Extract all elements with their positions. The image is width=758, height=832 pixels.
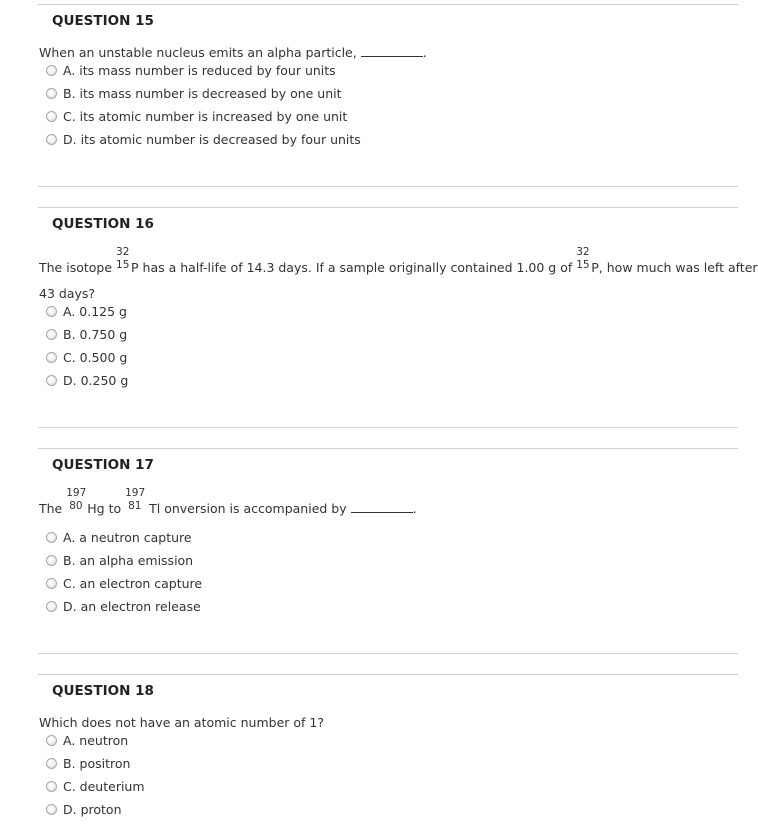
radio-button[interactable] <box>46 555 57 566</box>
mass-number: 197 <box>125 487 146 499</box>
radio-button[interactable] <box>46 601 57 612</box>
question-title: QUESTION 15 <box>52 13 154 29</box>
radio-button[interactable] <box>46 375 57 386</box>
answer-label: D. its atomic number is decreased by four units <box>63 132 361 147</box>
answer-label: C. deuterium <box>63 779 145 794</box>
answer-option-a[interactable] <box>46 63 446 79</box>
answer-label: A. neutron <box>63 733 129 748</box>
radio-button[interactable] <box>46 781 57 792</box>
element-symbol: P <box>131 260 139 275</box>
question-title: QUESTION 16 <box>52 216 154 232</box>
atomic-number: 15 <box>116 259 130 271</box>
answer-label: C. an electron capture <box>63 576 203 591</box>
radio-button[interactable] <box>46 111 57 122</box>
answer-option-a[interactable] <box>46 530 446 546</box>
answer-label: A. 0.125 g <box>63 304 127 319</box>
answer-option-c[interactable] <box>46 576 446 592</box>
mass-number: 32 <box>576 246 590 258</box>
answer-option-c[interactable] <box>46 779 446 795</box>
question-text-line2: 43 days? <box>39 286 96 301</box>
question-text-part1: The isotope <box>39 260 113 275</box>
answer-option-b[interactable] <box>46 86 446 102</box>
divider <box>38 427 738 428</box>
answer-label: A. a neutron capture <box>63 530 192 545</box>
question-text-end: . <box>412 501 417 516</box>
question-title: QUESTION 17 <box>52 457 154 473</box>
question-text <box>39 487 417 516</box>
radio-button[interactable] <box>46 65 57 76</box>
question-text-part2: to <box>108 501 122 516</box>
answer-label: C. 0.500 g <box>63 350 128 365</box>
answer-option-d[interactable] <box>46 132 446 148</box>
question-title: QUESTION 18 <box>52 683 154 699</box>
atomic-number: 81 <box>128 500 142 512</box>
nuclide-notation <box>576 246 591 272</box>
element-symbol: Tl <box>149 501 161 516</box>
question-text <box>39 45 427 60</box>
question-text <box>39 246 758 275</box>
question-text-part2: has a half-life of 14.3 days. If a sample originally contained 1.00 g of <box>142 260 573 275</box>
question-text-part3: onversion is accompanied by <box>164 501 347 516</box>
nuclide-notation <box>125 487 149 513</box>
answer-label: B. an alpha emission <box>63 553 194 568</box>
mass-number: 32 <box>116 246 130 258</box>
question-16 <box>38 207 758 446</box>
atomic-number: 80 <box>69 500 83 512</box>
atomic-number: 15 <box>576 259 590 271</box>
question-text-part3: , how much was left after <box>598 260 758 275</box>
answer-option-b[interactable] <box>46 756 446 772</box>
radio-button[interactable] <box>46 735 57 746</box>
nuclide-notation <box>66 487 87 513</box>
radio-button[interactable] <box>46 88 57 99</box>
element-symbol: P <box>591 260 599 275</box>
answer-option-a[interactable] <box>46 304 446 320</box>
question-text: Which does not have an atomic number of 1? <box>39 715 324 730</box>
answer-label: C. its atomic number is increased by one unit <box>63 109 348 124</box>
radio-button[interactable] <box>46 329 57 340</box>
answer-option-d[interactable] <box>46 599 446 615</box>
answer-blank <box>361 46 423 57</box>
radio-button[interactable] <box>46 532 57 543</box>
radio-button[interactable] <box>46 134 57 145</box>
answer-label: D. proton <box>63 802 122 817</box>
answer-blank <box>351 502 413 513</box>
answer-label: D. an electron release <box>63 599 201 614</box>
answer-label: B. positron <box>63 756 131 771</box>
answer-label: A. its mass number is reduced by four units <box>63 63 336 78</box>
answer-option-d[interactable] <box>46 373 446 389</box>
question-15 <box>38 4 738 205</box>
answer-option-c[interactable] <box>46 109 446 125</box>
radio-button[interactable] <box>46 758 57 769</box>
answer-label: B. its mass number is decreased by one unit <box>63 86 342 101</box>
answer-option-b[interactable] <box>46 553 446 569</box>
mass-number: 197 <box>66 487 87 499</box>
radio-button[interactable] <box>46 578 57 589</box>
answer-option-a[interactable] <box>46 733 446 749</box>
question-text-part1: The <box>39 501 63 516</box>
question-17 <box>38 448 738 671</box>
answer-option-c[interactable] <box>46 350 446 366</box>
question-text-main: When an unstable nucleus emits an alpha particle, <box>39 45 357 60</box>
answer-option-d[interactable] <box>46 802 446 818</box>
question-text-end: . <box>422 45 427 60</box>
nuclide-notation <box>116 246 131 272</box>
radio-button[interactable] <box>46 306 57 317</box>
answer-option-b[interactable] <box>46 327 446 343</box>
answer-label: D. 0.250 g <box>63 373 129 388</box>
element-symbol: Hg <box>87 501 105 516</box>
divider <box>38 186 738 187</box>
question-18 <box>38 674 738 832</box>
radio-button[interactable] <box>46 352 57 363</box>
answer-label: B. 0.750 g <box>63 327 128 342</box>
divider <box>38 653 738 654</box>
radio-button[interactable] <box>46 804 57 815</box>
